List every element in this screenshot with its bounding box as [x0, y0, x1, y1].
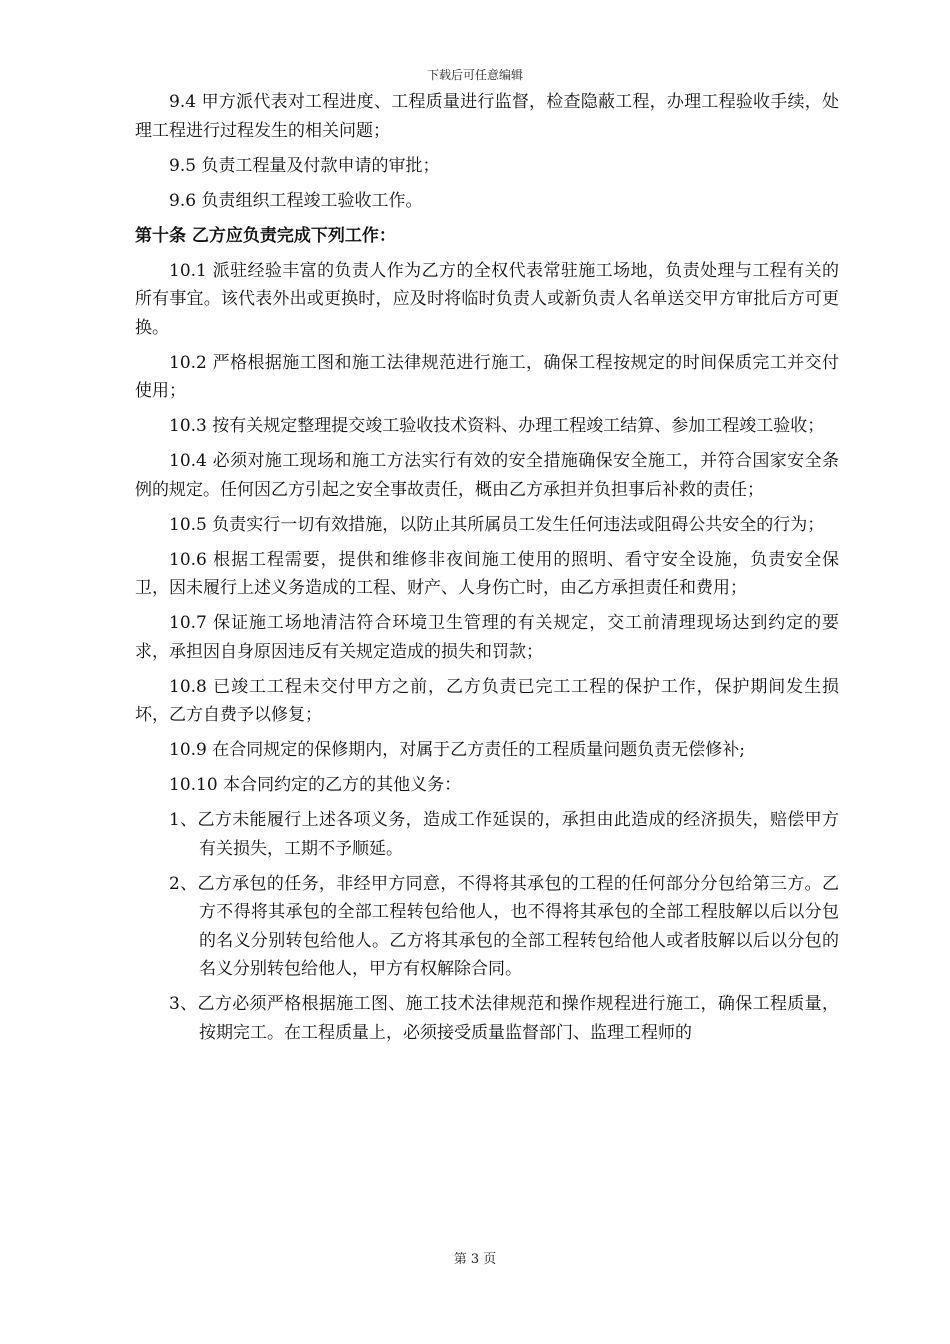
- clause-10-4: 10.4 必须对施工现场和施工方法实行有效的安全措施确保安全施工，并符合国家安全条例的规定。任何因乙方引起之安全事故责任，概由乙方承担并负担事后补救的责任；: [135, 451, 839, 500]
- clause-10-10: 10.10 本合同约定的乙方的其他义务：: [169, 775, 462, 795]
- clause-10-3: 10.3 按有关规定整理提交竣工验收技术资料、办理工程竣工结算、参加工程竣工验收；: [169, 416, 825, 436]
- clause-10-6: 10.6 根据工程需要，提供和维修非夜间施工使用的照明、看守安全设施，负责安全保卫，因未履行上述义务造成的工程、财产、人身伤亡时，由乙方承担责任和费用；: [135, 549, 839, 598]
- list-item: 3、乙方必须严格根据施工图、施工技术法律规范和操作规程进行施工，确保工程质量，按期完工。在工程质量上，必须接受质量监督部门、监理工程师的: [169, 994, 839, 1043]
- clause-9-5: 9.5 负责工程量及付款申请的审批；: [169, 155, 440, 176]
- clause-10-7: 10.7 保证施工场地清洁符合环境卫生管理的有关规定，交工前清理现场达到约定的要求，承担因自身原因违反有关规定造成的损失和罚款；: [135, 613, 839, 662]
- clause-9-6: 9.6 负责组织工程竣工验收工作。: [169, 190, 423, 211]
- clause-10-8: 10.8 已竣工工程未交付甲方之前，乙方负责已完工工程的保护工作，保护期间发生损坏，乙方自费予以修复；: [135, 676, 839, 725]
- list-item: 1、乙方未能履行上述各项义务，造成工作延误的，承担由此造成的经济损失，赔偿甲方有关损失，工期不予顺延。: [169, 810, 839, 859]
- article-10-heading: 第十条 乙方应负责完成下列工作：: [135, 225, 396, 246]
- clause-10-1: 10.1 派驻经验丰富的负责人作为乙方的全权代表常驻施工场地，负责处理与工程有关的所有事宜。该代表外出或更换时，应及时将临时负责人或新负责人名单送交甲方审批后方可更换。: [135, 260, 839, 338]
- clause-9-4: 9.4 甲方派代表对工程进度、工程质量进行监督，检查隐蔽工程，办理工程验收手续，处理工程进行过程发生的相关问题；: [135, 92, 839, 141]
- clause-10-2: 10.2 严格根据施工图和施工法律规范进行施工，确保工程按规定的时间保质完工并交付使用；: [135, 352, 839, 401]
- page-number: 第 3 页: [453, 1252, 497, 1267]
- document-body: [135, 88, 839, 1054]
- page-header: 下载后可任意编辑: [426, 68, 523, 82]
- clause-10-5: 10.5 负责实行一切有效措施，以防止其所属员工发生任何违法或阻碍公共安全的行为；: [169, 514, 825, 535]
- clause-10-9: 10.9 在合同规定的保修期内，对属于乙方责任的工程质量问题负责无偿修补;: [169, 740, 745, 760]
- list-item: 2、乙方承包的任务，非经甲方同意，不得将其承包的工程的任何部分分包给第三方。乙方不得将其承包的全部工程转包给他人，也不得将其承包的全部工程肢解以后以分包的名义分别转包给他人。乙方将其承包的全部工程转包给他人或者肢解以后以分包的名义分别转包给他人，甲方有权解除合同。: [169, 873, 839, 979]
